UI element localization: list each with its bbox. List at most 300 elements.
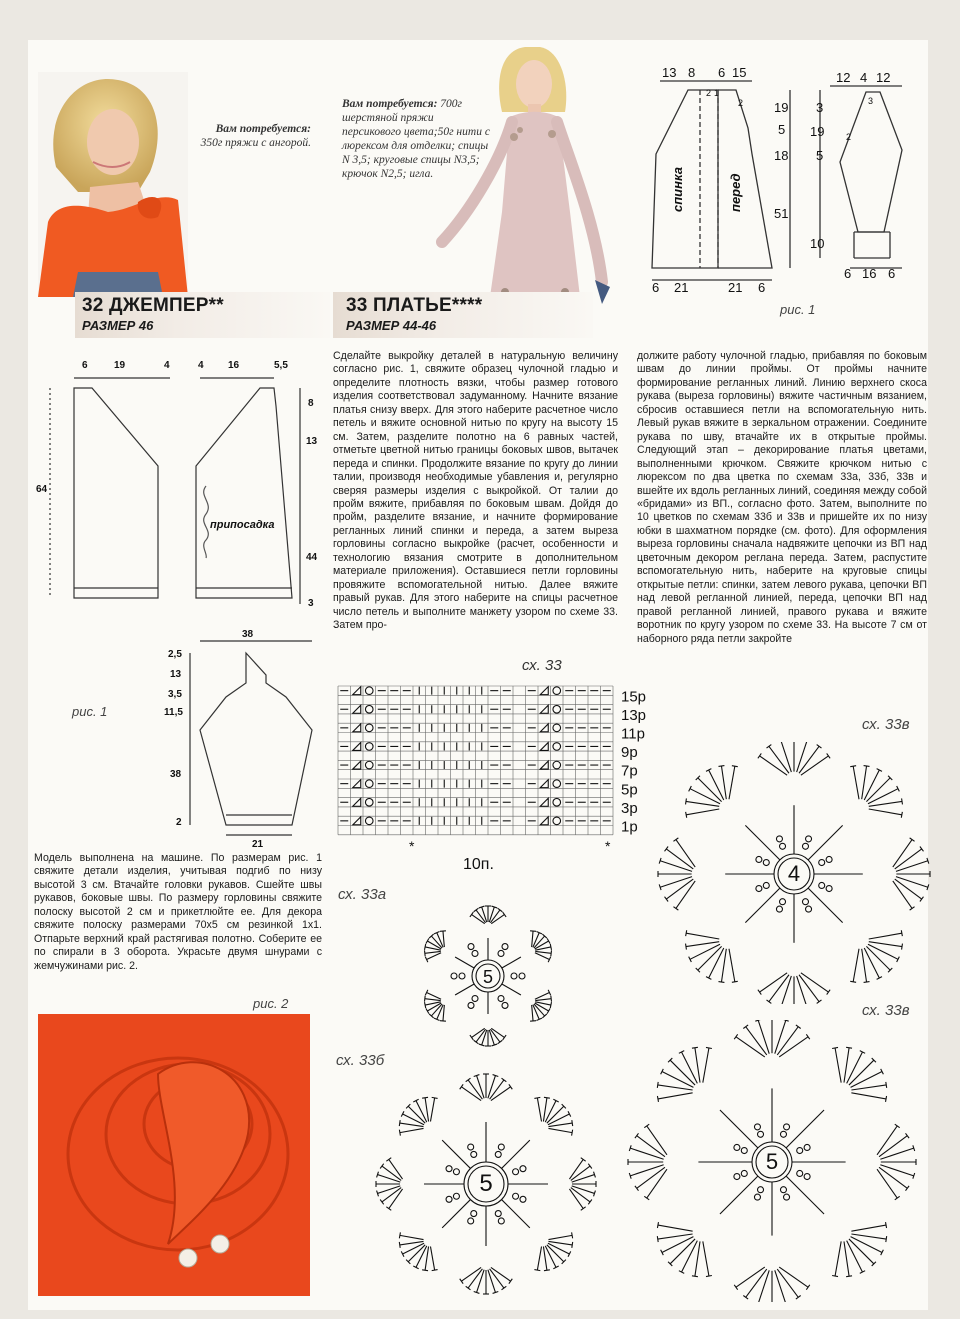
motif-33a-chain <box>511 973 517 979</box>
chart33-decrease-symbol <box>540 705 548 713</box>
motif-33c-small-chain <box>776 836 782 842</box>
chart33-row-label: 15р <box>621 688 647 706</box>
dress-title: 33 ПЛАТЬЕ**** <box>346 295 483 316</box>
motif-33c-small-stitch <box>797 976 808 1004</box>
motif-33c-small-stitch-top <box>901 812 902 818</box>
motif-33c-small-stitch-top <box>920 847 924 852</box>
chart33-yarnover-symbol <box>553 687 561 695</box>
motif-33c-large-stitch <box>844 1048 849 1083</box>
motif-33a-chain <box>472 950 478 956</box>
motif-33b-stitch-top <box>534 1270 540 1271</box>
motif-33c-small-stitch-top <box>902 798 903 804</box>
motif-33c-small-stem <box>745 888 780 923</box>
motif-33c-large-stitch-top <box>886 1096 887 1102</box>
motif-33c-small-stitch-top <box>767 745 772 749</box>
motif-33c-small <box>652 742 932 1004</box>
motif-33c-small-stitch-top <box>910 838 915 841</box>
motif-33c-large-stitch <box>658 1234 693 1239</box>
motif-33c-small-stitch-top <box>686 812 687 818</box>
motif-33c-small-chain <box>780 843 786 849</box>
motif-33c-large-stem <box>720 1176 758 1214</box>
motif-33a-stitch <box>489 1030 494 1045</box>
motif-33c-small-stitch-top <box>665 897 669 902</box>
motif-33a-chain <box>451 973 457 979</box>
motif-33c-small-stitch <box>686 942 719 947</box>
motif-33c-large-stitch <box>775 1020 786 1053</box>
motif-33b-stitch <box>477 1270 485 1293</box>
motif-33b-stitch-top <box>509 1279 512 1284</box>
motif-33b-stitch <box>488 1076 496 1099</box>
motif-33c-large-stitch <box>851 1225 886 1231</box>
motif-33b-stitch-top <box>588 1164 592 1169</box>
motif-33b-chain <box>471 1211 477 1217</box>
sleeve-dim-left-4: 10 <box>810 236 825 251</box>
motif-33c-small-stitch <box>781 976 792 1004</box>
sleeve-dim-left-1: 3 <box>816 100 824 115</box>
motif-33c-large-stitch-top <box>895 1196 900 1199</box>
motif-33c-large-stitch <box>758 1270 769 1302</box>
motif-33a-stitch-top <box>425 944 426 950</box>
motif-33a-stitch <box>532 931 533 947</box>
jumper-dim-top-1: 6 <box>82 360 88 371</box>
motif-33c-large-stitch-top <box>734 1285 737 1290</box>
motif-33a-stitch-top <box>551 950 552 956</box>
motif-33c-large-stitch-top <box>832 1047 838 1048</box>
motif-33a-chain <box>472 996 478 1002</box>
chart33-decrease-symbol <box>353 780 361 788</box>
jumper-photo-illustration <box>38 72 188 297</box>
motif-33a-stitch <box>535 999 551 1001</box>
jumper-note: припосадка <box>210 519 275 531</box>
jumper-dim-left: 64 <box>36 484 48 495</box>
jumper-dim-top-2: 19 <box>114 360 126 371</box>
motif-33c-large-stitch <box>695 1048 700 1083</box>
motif-33b-stitch <box>400 1235 424 1239</box>
motif-33b-stitch <box>549 1241 573 1244</box>
motif-33b-stitch-top <box>572 1130 573 1136</box>
chart33-grid <box>338 686 613 835</box>
dress-small-1: 2 <box>706 88 712 98</box>
jumper-dim-right-2: 13 <box>306 436 318 447</box>
front-label: перед <box>728 173 743 212</box>
chart33-yarnover-symbol <box>365 743 373 751</box>
jumper-title: 32 ДЖЕМПЕР** <box>82 295 224 316</box>
motif-33c-small-stitch-top <box>910 907 915 910</box>
dress-photo-illustration <box>430 42 630 332</box>
chart33-decrease-symbol <box>353 705 361 713</box>
dress-dim-bottom-3: 21 <box>728 280 743 295</box>
motif-33c-small-stitch <box>869 809 902 815</box>
motif-33b-stitch <box>572 1186 595 1194</box>
sleeve32-dim-left-5: 38 <box>170 769 182 780</box>
motif-33c-small-stitch <box>686 933 719 939</box>
motif-33c-small-stitch-top <box>767 1000 772 1004</box>
motif-33a-chain <box>519 973 525 979</box>
motif-33c-large-stitch-top <box>644 1124 649 1127</box>
motif-33c-large-stitch <box>851 1085 886 1090</box>
motif-33b-stitch <box>543 1098 546 1122</box>
motif-33c-large-stitch-top <box>806 1285 809 1290</box>
motif-33c-large-stitch-top <box>886 1082 887 1088</box>
motif-33c-large-stitch <box>835 1241 841 1276</box>
motif-33a-stitch-top <box>424 996 425 1002</box>
motif-33b-stitch-top <box>399 1242 400 1248</box>
motif-33a-stitch <box>443 1005 444 1021</box>
sleeve32-dim-left-1: 2,5 <box>168 649 182 660</box>
motif-33a-stem <box>455 984 474 995</box>
chart33-decrease-symbol <box>540 761 548 769</box>
motif-33c-small-stitch-top <box>850 981 856 982</box>
chart33-decrease-symbol <box>353 724 361 732</box>
motif-33c-large-stitch <box>703 1048 709 1083</box>
motif-33a-stitch-top <box>425 1002 426 1008</box>
motif-33c2-label: сх. 33в <box>862 1002 910 1019</box>
motif-33b-stitch <box>400 1241 424 1244</box>
motif-33b-stitch-top <box>581 1207 586 1210</box>
motif-33c-small-chain <box>819 860 825 866</box>
motif-33c-small-stitch-top <box>758 990 761 995</box>
motif-33a-stitch <box>532 1005 533 1021</box>
motif-33c-large-stitch-top <box>796 1025 801 1029</box>
motif-33b-stitch <box>572 1175 595 1183</box>
motif-33c-large-stitch-top <box>635 1186 639 1191</box>
motif-33c-large-stitch <box>880 1165 913 1176</box>
dress-photo <box>430 42 630 332</box>
motif-33c-large-stitch-top <box>706 1047 712 1048</box>
motif-33b-stem <box>502 1140 530 1168</box>
motif-33a-chain <box>502 1002 508 1008</box>
motif-33b-center-number: 5 <box>479 1170 493 1197</box>
motif-33b-stitch-top <box>509 1084 512 1089</box>
dress-dim-right-1: 19 <box>774 100 789 115</box>
motif-33b-stitch-top <box>544 1097 550 1098</box>
motif-33c-large-chain <box>741 1148 747 1154</box>
jumper-size: РАЗМЕР 46 <box>82 318 154 333</box>
back-label: спинка <box>670 167 685 212</box>
motif-33c-large-chain <box>754 1194 760 1200</box>
jumper-photo <box>38 72 188 297</box>
sleeve-dim-bottom-3: 6 <box>888 266 896 281</box>
motif-33b-chain <box>520 1166 526 1172</box>
motif-33c-small-chain <box>780 899 786 905</box>
dress-dim-bottom-2: 21 <box>674 280 689 295</box>
motif-33c-large-stitch-top <box>657 1096 658 1102</box>
motif-33c-large-stitch <box>851 1093 886 1099</box>
motif-33c-large-stem <box>786 1176 824 1214</box>
motif-33c-small-stitch-top <box>732 766 738 767</box>
motif-33b-stitch-top <box>534 1097 540 1098</box>
dress-dim-top-2: 8 <box>688 65 696 80</box>
dress-dim-bottom-4: 6 <box>758 280 766 295</box>
chart33-yarnover-symbol <box>365 780 373 788</box>
motif-33a-stitch-top <box>503 1035 506 1040</box>
chart33-yarnover-symbol <box>553 743 561 751</box>
motif-33c-large-stitch-top <box>657 1082 658 1088</box>
motif-33c-large-stitch <box>630 1165 663 1176</box>
jumper-dim-right-1: 8 <box>308 398 314 409</box>
jumper-materials-text: 350г пряжи с ангорой. <box>200 137 311 149</box>
motif-33a-stitch-top <box>440 931 446 932</box>
motif-33c-large-stitch <box>880 1148 913 1159</box>
jumper-sleeve-diagram <box>30 625 330 850</box>
dress-dim-right-2: 5 <box>778 122 786 137</box>
motif-33b-stitch <box>378 1175 401 1183</box>
motif-33c-small-stitch-top <box>665 847 669 852</box>
motif-33b-chain <box>453 1193 459 1199</box>
motif-33c-large-stitch-top <box>832 1276 838 1277</box>
motif-33c-small-stitch <box>869 933 902 939</box>
motif-33c-small-stitch <box>853 766 859 799</box>
chart33-yarnover-symbol <box>553 780 561 788</box>
motif-33c-large-chain <box>780 1187 786 1193</box>
motif-33c-small-stitch <box>853 949 859 982</box>
sleeve32-dim-left-2: 13 <box>170 669 182 680</box>
motif-33b-stitch-top <box>588 1200 592 1205</box>
chart33-decrease-symbol <box>353 687 361 695</box>
motif-33c-small-stitch <box>721 766 726 799</box>
motif-33a-chain <box>468 944 474 950</box>
motif-33c-large-stitch-top <box>743 1296 748 1300</box>
sleeve-dim-left-2: 19 <box>810 124 825 139</box>
motif-33c-large-stitch <box>758 1020 769 1053</box>
motif-33b-stitch-top <box>581 1158 586 1161</box>
motif-33c-large-chain <box>804 1144 810 1150</box>
dress-dim-top-3: 6 <box>718 65 726 80</box>
motif-33c-large-stitch-top <box>657 1222 658 1228</box>
motif-33c-small-center-number: 4 <box>787 861 801 886</box>
motif-33c-large-stitch <box>703 1241 709 1276</box>
chart33-decrease-symbol <box>540 817 548 825</box>
motif-33c-small-stitch-top <box>817 745 822 749</box>
motif-33a-stitch <box>427 953 442 960</box>
motif-33b-stitch <box>378 1186 401 1194</box>
motif-33a-stitch-top <box>530 931 536 932</box>
motif-33c-large-stitch-top <box>692 1276 698 1277</box>
motif-33b-stitch-top <box>422 1270 428 1271</box>
motif-33c-large-stitch <box>658 1093 693 1099</box>
motif-33c-small-chain <box>763 860 769 866</box>
sleeve-dim-top-3: 12 <box>876 70 891 85</box>
motif-33c-small-stitch <box>721 949 726 982</box>
motif-33c-small-stitch-top <box>673 838 678 841</box>
motif-33b-chain <box>446 1166 452 1172</box>
motif-33c-large-stitch-top <box>846 1047 852 1048</box>
motif-33c-large-stem <box>720 1110 758 1148</box>
motif-33c-large-stitch-top <box>806 1034 809 1039</box>
jumper-materials <box>176 122 311 150</box>
motif-33c-small-stitch <box>896 861 928 872</box>
motif-33c-large-stitch-top <box>692 1047 698 1048</box>
chart33-yarnover-symbol <box>553 817 561 825</box>
motif-33a-stitch-top <box>470 912 473 917</box>
motif-33b-stitch-top <box>466 1286 471 1290</box>
motif-33c-small-stitch-top <box>817 1000 822 1004</box>
motif-33c-large-chain <box>797 1148 803 1154</box>
motif-33c-small-stitch <box>869 801 902 806</box>
dress-small-3: 2 <box>738 98 744 108</box>
jumper-dim-right-4: 3 <box>308 598 314 609</box>
motif-33b-chain <box>468 1218 474 1224</box>
sleeve-small-1: 3 <box>868 96 874 106</box>
motif-33b-stitch-top <box>399 1120 400 1126</box>
motif-33c-large-stitch <box>658 1085 693 1090</box>
motif-33b-stitch-top <box>544 1270 550 1271</box>
motif-33a-stitch-top <box>498 1040 503 1044</box>
motif-33b-stem <box>442 1140 470 1168</box>
motif-33c-small-stitch-top <box>827 753 830 758</box>
motif-33c-small-chain <box>806 836 812 842</box>
motif-33c-large-chain <box>734 1144 740 1150</box>
motif-33c-small-chain <box>756 886 762 892</box>
motif-33c-large-stitch <box>835 1048 841 1083</box>
motif-33c-small-stitch-top <box>673 907 678 910</box>
motif-33b-stitch <box>548 1128 572 1132</box>
motif-33b-stitch-top <box>460 1279 463 1284</box>
chart33-decrease-symbol <box>353 798 361 806</box>
motif-33c-large-stitch-top <box>846 1276 852 1277</box>
chart33-repeat-star: * <box>605 837 611 854</box>
motif-33c-small-stitch-top <box>718 982 724 983</box>
motif-33c-small-stitch-top <box>864 982 870 983</box>
motif-33b-stitch-top <box>399 1130 400 1136</box>
motif-33c-large-stitch-top <box>635 1133 639 1138</box>
motif-33b-stitch-top <box>502 1286 507 1290</box>
motif-33a-stitch <box>443 931 444 947</box>
motif-33c-small-stitch <box>660 861 692 872</box>
motif-33c-small-stitch-top <box>902 944 903 950</box>
motif-33a-stitch <box>482 907 487 922</box>
motif-33c-large-stitch <box>630 1148 663 1159</box>
motif-33a-stitch <box>425 951 441 953</box>
jumper-fig2-caption: рис. 2 <box>253 996 289 1011</box>
motif-33c-large-chain <box>741 1170 747 1176</box>
motif-33c-small-stem <box>808 825 843 860</box>
chart33-yarnover-symbol <box>365 724 373 732</box>
dress-dim-top-1: 13 <box>662 65 677 80</box>
motif-33c-large-stitch <box>658 1225 693 1231</box>
motif-33c-large-stitch-top <box>886 1222 887 1228</box>
motif-33b-stitch <box>488 1270 496 1293</box>
motif-33c-small-stitch <box>660 877 692 888</box>
motif-33c-large <box>624 1020 924 1302</box>
motif-33a-chain <box>502 944 508 950</box>
motif-33a-stitch <box>482 1030 487 1045</box>
motif-33a-stem <box>502 957 521 968</box>
chart33-row-label: 3р <box>621 799 638 817</box>
motif-33b-stitch-top <box>502 1078 507 1082</box>
motif-33c-small-chain <box>756 856 762 862</box>
motif-33c-large-stitch-top <box>657 1236 658 1242</box>
motif-33a-stitch <box>535 953 550 960</box>
motif-33c-small-stitch-top <box>901 930 902 936</box>
motif-33c-large-stitch-top <box>706 1276 712 1277</box>
motif-33c-large-chain <box>754 1124 760 1130</box>
chart33-row-label: 7р <box>621 762 638 780</box>
sleeve-dim-bottom-1: 6 <box>844 266 852 281</box>
motif-33b-stem <box>442 1200 470 1228</box>
motif-33c-small-chain <box>819 882 825 888</box>
motif-33c-small-stitch-top <box>864 766 870 767</box>
motif-33c-large-stitch <box>775 1270 786 1302</box>
jumper-fig1-caption: рис. 1 <box>72 704 108 719</box>
motif-33a-stitch-top <box>503 912 506 917</box>
chart33-yarnover-symbol <box>365 761 373 769</box>
motif-33b-stitch <box>537 1098 541 1122</box>
motif-33b-chain <box>513 1169 519 1175</box>
dress-materials-text: 700г шерстяной пряжи персикового цвета;50г нити с люрексом для отделки; спицы N 3,5; круговые спицы N3,5; крючок N2,5; игла. <box>342 98 490 180</box>
motif-33c-small-stem <box>808 888 843 923</box>
motif-33c-small-stitch <box>862 766 867 799</box>
motif-33a-stitch-top <box>474 1040 479 1044</box>
motif-33c-large-chain <box>734 1174 740 1180</box>
motif-33c-small-stitch <box>729 766 735 799</box>
motif-33c-large-chain <box>758 1131 764 1137</box>
motif-33b <box>368 1068 608 1298</box>
chart33-yarnover-symbol <box>553 761 561 769</box>
motif-33c-small-stitch <box>797 742 808 772</box>
dress-dim-bottom-1: 6 <box>652 280 660 295</box>
motif-33b-stitch-top <box>422 1097 428 1098</box>
jumper-dim-top-3: 4 <box>164 360 170 371</box>
motif-33c-small-chain <box>826 886 832 892</box>
dress-small-2: 1 <box>714 88 720 98</box>
motif-33a-stitch <box>535 993 550 1000</box>
motif-33c-small-chain <box>763 882 769 888</box>
motif-33b-stitch <box>430 1098 434 1122</box>
motif-33a-stitch-top <box>551 996 552 1002</box>
motif-33b-stitch-top <box>380 1200 384 1205</box>
jumper-dim-top-6: 5,5 <box>274 360 288 371</box>
motif-33b-chain <box>498 1218 504 1224</box>
motif-33b-stitch-top <box>432 1270 438 1271</box>
motif-33b-stitch <box>477 1076 485 1099</box>
jumper-detail-illustration <box>38 1014 310 1296</box>
motif-33a <box>412 892 572 1052</box>
motif-33c-large-chain <box>758 1187 764 1193</box>
chart33-row-label: 9р <box>621 744 638 762</box>
motif-33b-stitch-top <box>572 1242 573 1248</box>
motif-33b-stitch <box>430 1246 434 1270</box>
knit-chart-33 <box>334 682 664 882</box>
motif-33c-large-chain <box>797 1170 803 1176</box>
chart33-decrease-symbol <box>540 798 548 806</box>
motif-33c-large-chain <box>780 1131 786 1137</box>
motif-33b-chain <box>453 1169 459 1175</box>
chart33-yarnover-symbol <box>365 705 373 713</box>
motif-33a-stitch-top <box>550 1002 551 1008</box>
motif-33c-small-stitch <box>729 949 735 982</box>
dress-pattern-diagram <box>640 62 930 324</box>
jumper-dim-right-3: 44 <box>306 552 318 563</box>
dress-materials-label: Вам потребуется: <box>342 98 438 110</box>
motif-33c-small-stitch-top <box>686 930 687 936</box>
motif-33c-small-stitch-top <box>758 753 761 758</box>
motif-33b-label: сх. 33б <box>336 1052 385 1069</box>
motif-33b-stitch <box>548 1235 572 1239</box>
motif-33b-stitch <box>400 1128 424 1132</box>
motif-33b-stitch-top <box>380 1164 384 1169</box>
motif-33b-stem <box>502 1200 530 1228</box>
motif-33c-large-stitch-top <box>886 1236 887 1242</box>
motif-33c-large-chain <box>784 1194 790 1200</box>
motif-33c-small-stitch-top <box>827 990 830 995</box>
dress-dim-right-3: 18 <box>774 148 789 163</box>
motif-33b-chain <box>495 1211 501 1217</box>
dress-dim-top-4: 15 <box>732 65 747 80</box>
motif-33c-small-stitch-top <box>686 798 687 804</box>
motif-33c-small-stitch <box>896 877 928 888</box>
chart33-decrease-symbol <box>540 724 548 732</box>
